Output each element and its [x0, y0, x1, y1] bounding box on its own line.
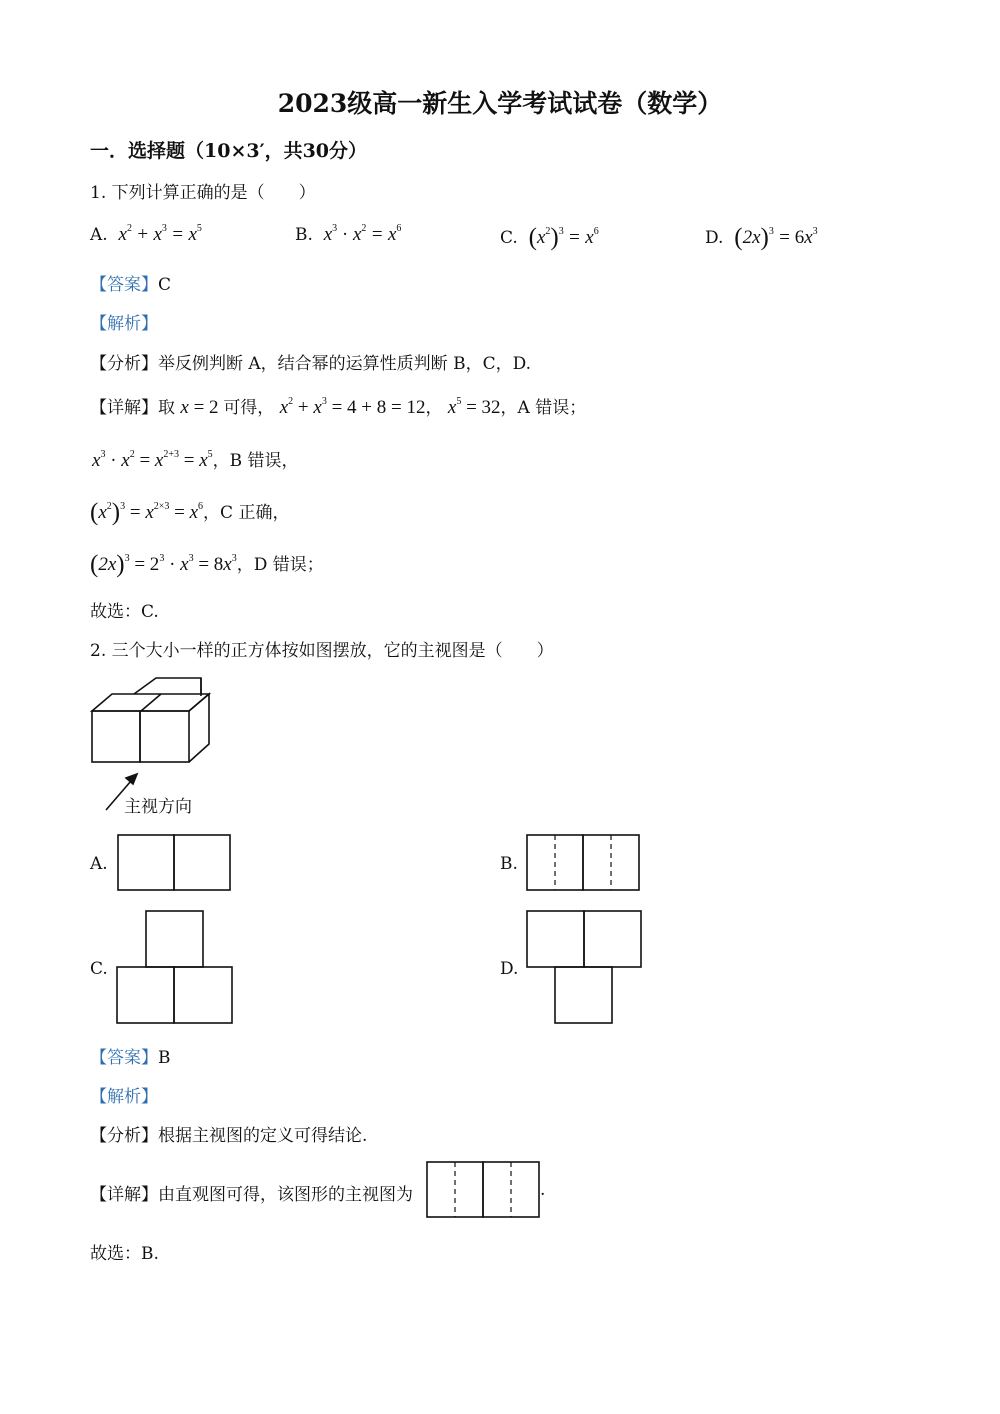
answer-tag: 【答案】 — [90, 1048, 158, 1068]
q1-option-b: B. $x^3 \cdot x^2 = x^6$ — [295, 223, 402, 245]
q2-fenxi: 【分析】根据主视图的定义可得结论. — [90, 1126, 368, 1146]
q1-option-c-label: C. — [500, 228, 518, 248]
q1-option-a: A. $x^2 + x^3 = x^5$ — [90, 223, 202, 245]
q2-option-c-label: C. — [90, 959, 108, 979]
section-heading: 一．选择题（10×3′，共30分） — [90, 140, 368, 162]
q1-detail-c: $(x^2)^3 = x^{2\times 3} = x^6$，C 正确， — [90, 499, 290, 526]
q1-choose: 故选：C. — [90, 602, 159, 622]
q1-option-a-label: A. — [90, 225, 108, 245]
q2-option-c-figure — [116, 910, 236, 1026]
q2-choose: 故选：B. — [90, 1244, 159, 1264]
q2-detail-end: . — [540, 1180, 546, 1200]
q2-option-b-figure — [526, 834, 642, 892]
q2-detail: 【详解】由直观图可得，该图形的主视图为 — [90, 1185, 413, 1205]
q2-answer: 【答案】B — [90, 1048, 171, 1068]
q2-option-a-label: A. — [90, 854, 108, 874]
answer-tag: 【答案】 — [90, 275, 158, 295]
q1-option-b-label: B. — [295, 225, 313, 245]
q2-stem: 2. 三个大小一样的正方体按如图摆放，它的主视图是（ ） — [90, 641, 554, 661]
q1-option-d: D. $(2x)^3 = 6x^3$ — [705, 224, 818, 251]
q1-detail-a: 【详解】取 x = 2 可得， $x^2 + x^3 = 4 + 8 = 12$， $x^5 = 32$，A 错误； — [90, 396, 587, 418]
q1-stem: 1. 下列计算正确的是（ ） — [90, 183, 316, 203]
q2-option-d-figure — [526, 910, 644, 1026]
q1-detail-d: $(2x)^3 = 2^3 \cdot x^3 = 8x^3$，D 错误； — [90, 551, 324, 578]
q1-option-d-label: D. — [705, 228, 724, 248]
q1-option-c: C. $(x^2)^3 = x^6$ — [500, 224, 599, 251]
q2-option-b-label: B. — [500, 854, 518, 874]
q1-answer: 【答案】C — [90, 275, 172, 295]
q2-option-a-figure — [117, 834, 233, 892]
q1-detail-b: $x^3 \cdot x^2 = x^{2+3} = x^5$，B 错误， — [92, 449, 299, 471]
q2-option-d-label: D. — [500, 959, 519, 979]
q1-analysis-tag: 【解析】 — [90, 314, 158, 334]
q2-analysis-tag: 【解析】 — [90, 1087, 158, 1107]
page-title: 2023级高一新生入学考试试卷（数学） — [277, 89, 723, 118]
q1-fenxi: 【分析】举反例判断 A，结合幂的运算性质判断 B，C，D. — [90, 354, 532, 374]
direction-label: 主视方向 — [124, 797, 192, 817]
q2-detail-figure — [426, 1161, 542, 1219]
